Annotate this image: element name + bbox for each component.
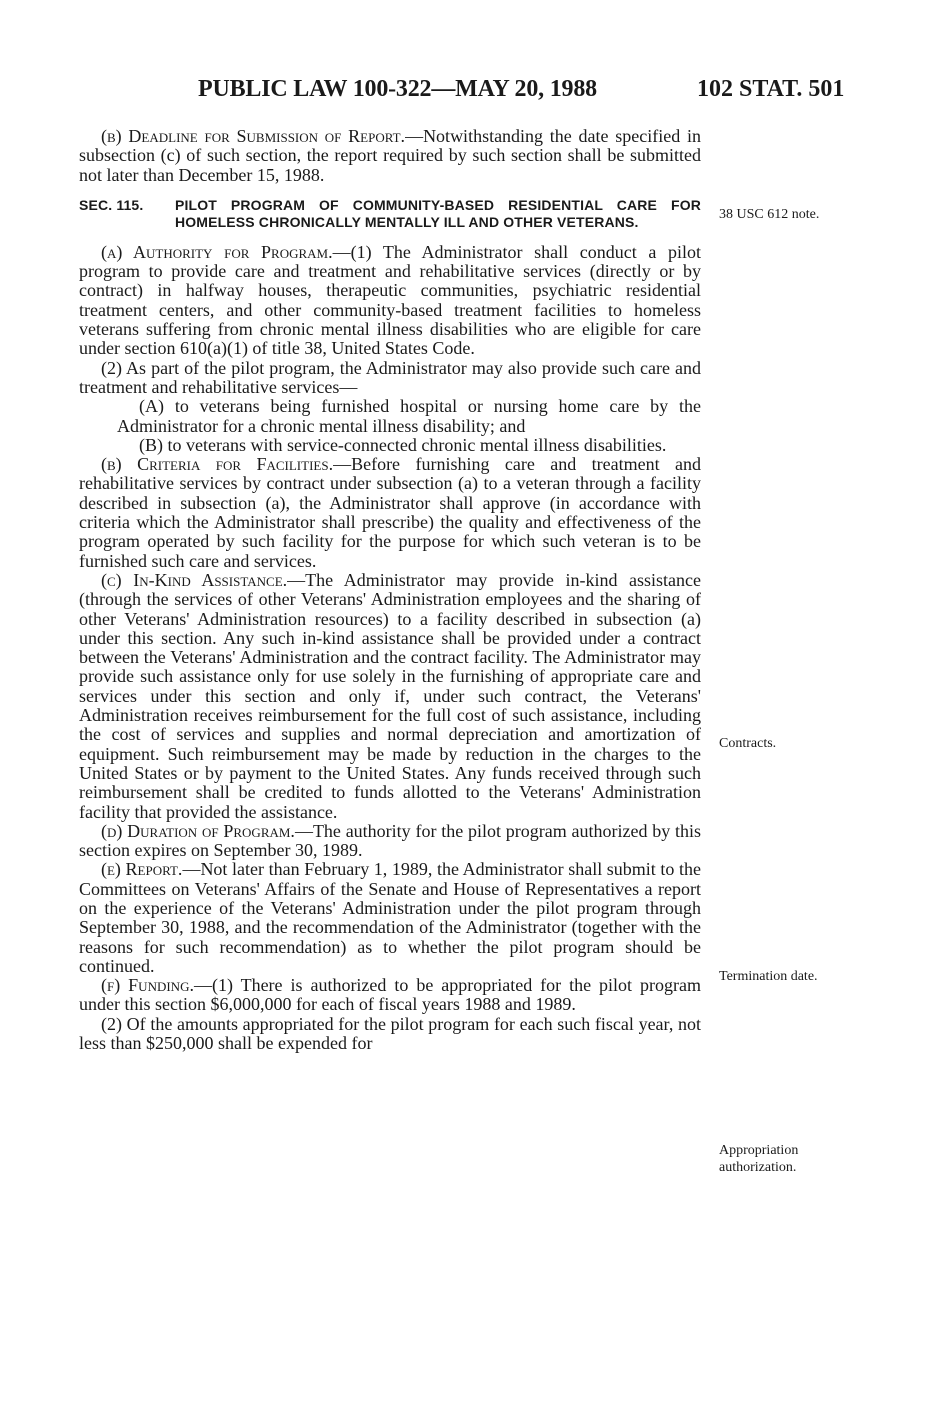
subsection-heading: (c) In-Kind Assistance. [101, 569, 288, 590]
paragraph-text: —Notwithstanding the date specified in subsection (c) of such section, the report required by such section shall be submitted not later than December 15, 1988. [79, 126, 701, 185]
subsection-heading: (b) Deadline for Submission of Report. [101, 126, 406, 146]
running-head-title: PUBLIC LAW 100-322—MAY 20, 1988 [198, 76, 597, 102]
paragraph-f-funding [79, 976, 701, 1015]
paragraph-text: —Not later than February 1, 1989, the Administrator shall submit to the Committees on Veterans' Affairs of the Senate and House of Representatives a report on the experience of the Veterans' Administration under the pilot program through September 30, 1988, and the recommendation of the Administrator (together with the reasons for such recommendation) as to whether the pilot program should be continued. [79, 859, 702, 976]
paragraph-text: —(1) The Administrator shall conduct a pilot program to provide care and treatment and rehabilitative services (directly or by contract) in halfway houses, therapeutic communities, psychiatric residential treatment centers, and other community-based treatment facilities to homeless veterans suffering from chronic mental illness disabilities who are eligible for care under section 610(a)(1) of title 38, United States Code. [79, 241, 702, 359]
paragraph-a2-B: (B) to veterans with service-connected chronic mental illness disabilities. [139, 434, 667, 455]
statute-page-number: 102 STAT. 501 [697, 76, 845, 102]
running-head [0, 76, 949, 108]
paragraph-f2: (2) Of the amounts appropriated for the pilot program for each such fiscal year, not less than $250,000 shall be expended for [79, 1013, 701, 1054]
paragraph-a2-A: (A) to veterans being furnished hospital or nursing home care by the Administrator for a chronic mental illness disability; and [117, 396, 701, 436]
margin-note-termination-date: Termination date. [719, 969, 818, 984]
margin-note-contracts: Contracts. [719, 736, 777, 751]
paragraph-text: —The Administrator may provide in-kind assistance (through the services of other Veterans' Administration employees and the sharing of other Veterans' Administration resources) to a facility described in subsection (a) under this section. Any such in-kind assistance shall be provided under a contract between the Veterans' Administration and the contract facility. The Administrator may provide such assistance only for use solely in the furnishing of appropriate care and services under this section and only if, under such contract, the Veterans' Administration receives reimbursement for the full cost of such assistance, including the cost of services and supplies and normal depreciation and amortization of equipment. Such reimbursement may be made by reduction in the charges to the United States or by payment to the United States. Any funds received through such reimbursement shall be credited to funds allotted to the Veterans' Administration facility that provided the assistance. [79, 569, 702, 822]
paragraph-c-inkind [79, 571, 701, 822]
section-heading [79, 197, 701, 231]
section-title: PILOT PROGRAM OF COMMUNITY-BASED RESIDENTIAL CARE FOR HOMELESS CHRONICALLY MENTALLY ILL AND OTHER VETERANS. [175, 196, 701, 230]
paragraph-text: —Before furnishing care and treatment and rehabilitative services by contract under subsection (a) to a veteran through a facility described in subsection (a), the Administrator shall approve (in accordance with criteria which the Administrator shall prescribe) the quality and effectiveness of the program operated by such facility for the purpose for which such veteran is to be furnished such care and services. [79, 454, 702, 571]
subsection-heading: (f) Funding. [101, 975, 194, 996]
subsection-heading: (a) Authority for Program. [101, 241, 333, 262]
paragraph-text: —The authority for the pilot program authorized by this section expires on September 30, 1989. [79, 820, 701, 861]
paragraph-e-report [79, 860, 701, 976]
paragraph-b-deadline [79, 127, 701, 185]
paragraph-d-duration [79, 822, 701, 861]
margin-note-appropriation: Appropriation authorization. [719, 1143, 799, 1175]
paragraph-a-authority [79, 243, 701, 359]
paragraph-text: —(1) There is authorized to be appropriated for the pilot program under this section $6,000,000 for each of fiscal years 1988 and 1989. [79, 975, 701, 1015]
subsection-heading: (e) Report. [101, 859, 183, 880]
paragraph-a2: (2) As part of the pilot program, the Administrator may also provide such care and treatment and rehabilitative services— [79, 357, 701, 397]
subsection-heading: (b) Criteria for Facilities. [101, 454, 334, 475]
paragraph-b-criteria [79, 455, 701, 571]
section-number: SEC. 115. [79, 196, 144, 213]
law-text-body [79, 127, 701, 1053]
margin-note-usc: 38 USC 612 note. [719, 207, 820, 222]
subsection-heading: (d) Duration of Program. [101, 820, 295, 841]
